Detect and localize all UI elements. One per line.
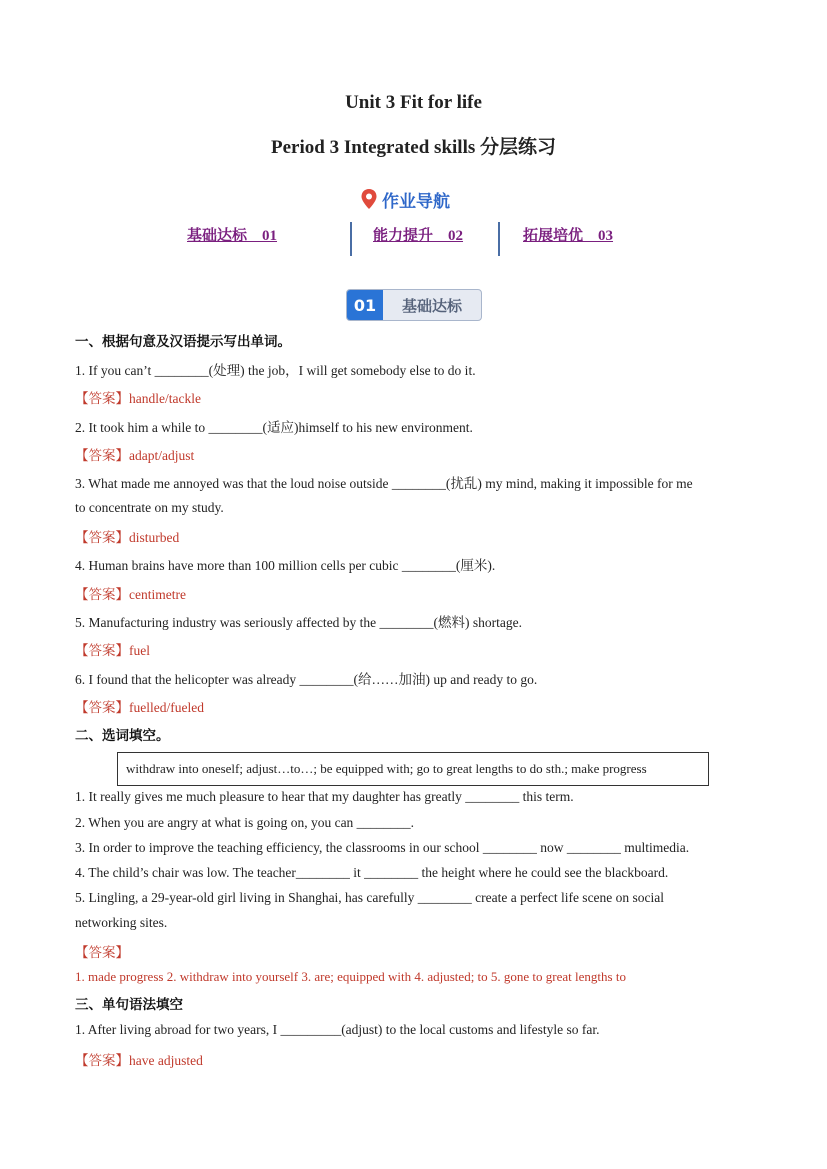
question: 1. After living abroad for two years, I _________(adjust) to the local customs and lifestyle so far.	[75, 1022, 600, 1037]
question: 1. If you can’t ________(处理) the job，I will get somebody else to do it.	[75, 363, 476, 378]
answer: 【答案】adapt/adjust	[75, 448, 195, 463]
question: 2. When you are angry at what is going on, you can ________.	[75, 815, 415, 830]
answer: 【答案】centimetre	[75, 587, 186, 602]
answer: 【答案】disturbed	[75, 530, 180, 545]
section-number: 01	[347, 290, 383, 320]
homework-nav-links	[0, 222, 827, 256]
question: 6. I found that the helicopter was already ________(给……加油) up and ready to go.	[75, 672, 538, 687]
question: 3. What made me annoyed was that the loud noise outside ________(扰乱) my mind, making it impossible for me	[75, 476, 693, 491]
question: 3. In order to improve the teaching efficiency, the classrooms in our school ________ now ________ multimedia.	[75, 840, 690, 855]
period-title: Period 3 Integrated skills 分层练习	[271, 137, 556, 158]
word-bank-box: withdraw into oneself; adjust…to…; be equipped with; go to great lengths to do sth.; make progress	[117, 752, 709, 786]
answer-tag: 【答案】	[75, 945, 129, 960]
homework-nav-label: 作业导航	[382, 191, 450, 212]
answer: 【答案】fuelled/fueled	[75, 700, 204, 715]
nav-link-advanced[interactable]: 拓展培优 03	[523, 228, 614, 244]
part3-heading: 三、单句语法填空	[75, 997, 183, 1013]
answer: 【答案】handle/tackle	[75, 391, 201, 406]
answer: 1. made progress 2. withdraw into yourself 3. are; equipped with 4. adjusted; to 5. gone to great lengths to	[75, 969, 626, 984]
nav-link-ability[interactable]: 能力提升 02	[373, 228, 464, 244]
question: 1. It really gives me much pleasure to hear that my daughter has greatly ________ this term.	[75, 789, 574, 804]
location-pin-icon	[360, 188, 378, 210]
answer: 【答案】have adjusted	[75, 1053, 203, 1068]
section-label: 基础达标	[401, 296, 462, 315]
question: 5. Manufacturing industry was seriously affected by the ________(燃料) shortage.	[75, 615, 523, 630]
answer: 【答案】fuel	[75, 643, 150, 658]
question: 4. The child’s chair was low. The teacher________ it ________ the height where he could see the blackboard.	[75, 865, 669, 880]
section-badge	[346, 289, 482, 321]
homework-nav-badge	[360, 186, 450, 212]
question: 4. Human brains have more than 100 million cells per cubic ________(厘米).	[75, 558, 496, 573]
part2-heading: 二、选词填空。	[75, 728, 170, 744]
question: 5. Lingling, a 29-year-old girl living in Shanghai, has carefully ________ create a perfect life scene on social	[75, 890, 665, 905]
nav-link-basic[interactable]: 基础达标 01	[187, 228, 278, 244]
question-continued: to concentrate on my study.	[75, 500, 224, 515]
question-continued: networking sites.	[75, 915, 168, 930]
part1-heading: 一、根据句意及汉语提示写出单词。	[75, 334, 291, 350]
nav-divider	[498, 222, 500, 256]
nav-divider	[350, 222, 352, 256]
unit-title: Unit 3 Fit for life	[345, 92, 482, 113]
question: 2. It took him a while to ________(适应)himself to his new environment.	[75, 420, 473, 435]
